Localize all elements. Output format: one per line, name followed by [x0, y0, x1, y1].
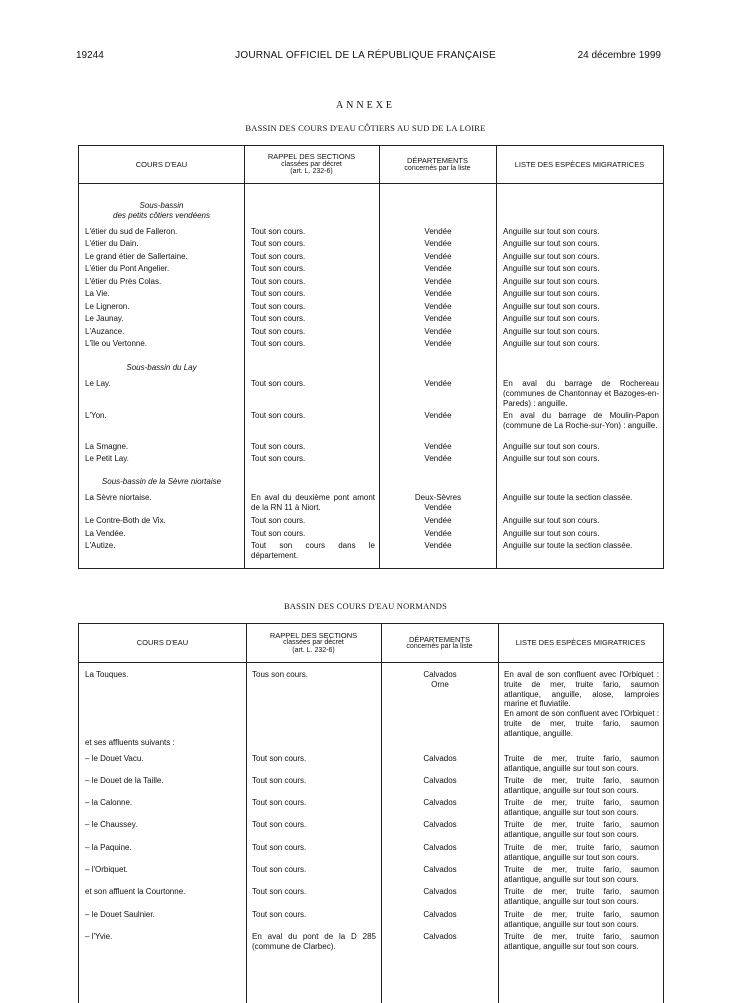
migratory-species: Truite de mer, truite fario, saumon atlantique, anguille sur tout son cours. [504, 776, 659, 795]
classified-section: Tout son cours. [251, 302, 306, 311]
migratory-species: Anguille sur tout son cours. [503, 442, 600, 451]
migratory-species: Anguille sur tout son cours. [503, 264, 600, 273]
migratory-species: Anguille sur toute la section classée. [503, 493, 633, 502]
watercourse-name: L'Yon. [85, 411, 107, 420]
header-rappel [246, 624, 381, 662]
watercourse-name: L'étier du Pont Angelier. [85, 264, 170, 273]
department: Vendée [424, 314, 452, 323]
header-especes-label: LISTE DES ESPÈCES MIGRATRICES [514, 159, 645, 169]
watercourse-name: et ses affluents suivants : [85, 738, 175, 747]
classified-section: Tout son cours. [251, 339, 306, 348]
migratory-species: Truite de mer, truite fario, saumon atlantique, anguille sur tout son cours. [504, 932, 659, 951]
watercourse-name: L'Auzance. [85, 327, 125, 336]
classified-section: Tout son cours. [251, 379, 306, 388]
header-rappel-l1: RAPPEL DES SECTIONS [267, 152, 356, 162]
issue-date: 24 décembre 1999 [577, 50, 661, 61]
watercourse-name: L'étier du Dain. [85, 239, 139, 248]
classified-section: Tout son cours. [251, 516, 306, 525]
classified-section: Tout son cours. [252, 910, 307, 919]
department: Deux-Sèvres Vendée [414, 493, 462, 512]
migratory-species: Truite de mer, truite fario, saumon atlantique, anguille sur tout son cours. [504, 910, 659, 929]
table-normandy [78, 623, 664, 1003]
classified-section: Tout son cours. [251, 227, 306, 236]
department: Calvados [423, 754, 457, 763]
journal-title: JOURNAL OFFICIEL DE LA RÉPUBLIQUE FRANÇAISE [235, 50, 496, 61]
department: Calvados [423, 843, 457, 852]
department: Calvados [423, 932, 457, 941]
header-cours [79, 624, 246, 662]
watercourse-name: La Vie. [85, 289, 110, 298]
migratory-species: Anguille sur tout son cours. [503, 239, 600, 248]
header-dep-l2: concernés par la liste [406, 643, 473, 650]
header-especes-label: LISTE DES ESPÈCES MIGRATRICES [515, 638, 646, 648]
header-rappel-l2: classées par décret [283, 639, 344, 647]
department: Vendée [424, 289, 452, 298]
table-loire-south [78, 145, 664, 569]
table1-title: BASSIN DES COURS D'EAU CÔTIERS AU SUD DE LA LOIRE [245, 123, 486, 133]
header-especes [496, 146, 663, 183]
migratory-species: Truite de mer, truite fario, saumon atlantique, anguille sur tout son cours. [504, 887, 659, 906]
watercourse-name: La Touques. [85, 670, 129, 679]
subbasin-heading: Sous-bassin de la Sèvre niortaise [101, 477, 222, 486]
column-divider [246, 624, 247, 1003]
classified-section: En aval du deuxième pont amont de la RN 11 à Niort. [251, 493, 375, 512]
department: Vendée [424, 339, 452, 348]
header-cours-label: COURS D'EAU [135, 159, 188, 169]
classified-section: Tout son cours. [251, 442, 306, 451]
department: Vendée [424, 227, 452, 236]
classified-section: En aval du pont de la D 285 (commune de Clarbec). [252, 932, 376, 951]
migratory-species: Anguille sur tout son cours. [503, 277, 600, 286]
migratory-species: Anguille sur tout son cours. [503, 516, 600, 525]
migratory-species: Truite de mer, truite fario, saumon atlantique, anguille sur tout son cours. [504, 798, 659, 817]
migratory-species: Anguille sur tout son cours. [503, 454, 600, 463]
migratory-species: Anguille sur tout son cours. [503, 302, 600, 311]
watercourse-name: Le Petit Lay. [85, 454, 129, 463]
migratory-species: Truite de mer, truite fario, saumon atlantique, anguille sur tout son cours. [504, 754, 659, 773]
classified-section: Tout son cours. [251, 239, 306, 248]
watercourse-name: L'étier du sud de Falleron. [85, 227, 178, 236]
watercourse-name: – la Calonne. [85, 798, 133, 807]
department: Vendée [424, 379, 452, 388]
department: Vendée [424, 327, 452, 336]
annexe-heading: ANNEXE [335, 100, 396, 111]
migratory-species: En aval du barrage de Moulin-Papon (commune de La Roche-sur-Yon) : anguille. [503, 411, 659, 430]
watercourse-name: L'île ou Vertonne. [85, 339, 148, 348]
subbasin-line2: des petits côtiers vendéens [113, 210, 210, 220]
column-divider [496, 146, 497, 568]
migratory-species: Anguille sur tout son cours. [503, 227, 600, 236]
column-divider [244, 146, 245, 568]
department: Calvados [423, 910, 457, 919]
header-rappel-l3: (art. L. 232-6) [292, 646, 335, 654]
department: Vendée [424, 264, 452, 273]
classified-section: Tout son cours. [251, 314, 306, 323]
classified-section: Tout son cours. [251, 411, 306, 420]
page-number: 19244 [76, 50, 104, 61]
header-dep-l1: DÉPARTEMENTS [409, 634, 470, 644]
watercourse-name: L'étier du Près Colas. [85, 277, 162, 286]
column-divider [498, 624, 499, 1003]
watercourse-name: La Smagne. [85, 442, 129, 451]
migratory-species: Anguille sur tout son cours. [503, 314, 600, 323]
classified-section: Tout son cours. [251, 327, 306, 336]
header-rappel [244, 146, 379, 183]
department: Vendée [424, 541, 452, 550]
classified-section: Tout son cours dans le département. [251, 541, 375, 560]
classified-section: Tout son cours. [251, 277, 306, 286]
watercourse-name: Le Contre-Both de Vix. [85, 516, 166, 525]
migratory-species: Truite de mer, truite fario, saumon atlantique, anguille sur tout son cours. [504, 820, 659, 839]
department: Vendée [424, 454, 452, 463]
column-divider [379, 146, 380, 568]
classified-section: Tout son cours. [252, 754, 307, 763]
classified-section: Tout son cours. [251, 264, 306, 273]
header-departements [379, 146, 496, 183]
subbasin-heading: Sous-bassin du Lay [126, 363, 197, 372]
classified-section: Tout son cours. [252, 887, 307, 896]
watercourse-name: Le Ligneron. [85, 302, 130, 311]
header-rappel-l3: (art. L. 232-6) [290, 168, 333, 176]
classified-section: Tout son cours. [252, 798, 307, 807]
migratory-species: Truite de mer, truite fario, saumon atlantique, anguille sur tout son cours. [504, 865, 659, 884]
classified-section: Tout son cours. [251, 454, 306, 463]
watercourse-name: – l'Orbiquet. [85, 865, 128, 874]
watercourse-name: – le Douet Saulnier. [85, 910, 155, 919]
classified-section: Tout son cours. [251, 252, 306, 261]
department: Vendée [424, 302, 452, 311]
department: Calvados [423, 887, 457, 896]
header-rappel-l1: RAPPEL DES SECTIONS [269, 630, 358, 640]
watercourse-name: – le Douet de la Taille. [85, 776, 164, 785]
department: Vendée [424, 442, 452, 451]
department: Vendée [424, 239, 452, 248]
subbasin-line1: Sous-bassin [139, 201, 184, 210]
migratory-species: Anguille sur tout son cours. [503, 529, 600, 538]
department: Calvados [423, 798, 457, 807]
migratory-species: En aval du barrage de Rochereau (communes de Chantonnay et Bazoges-en-Pareds) : anguille. [503, 379, 659, 408]
migratory-species: Anguille sur tout son cours. [503, 289, 600, 298]
watercourse-name: L'Autize. [85, 541, 116, 550]
department: Vendée [424, 277, 452, 286]
watercourse-name: – l'Yvie. [85, 932, 113, 941]
department: Calvados [423, 776, 457, 785]
watercourse-name: La Vendée. [85, 529, 126, 538]
watercourse-name: Le Jaunay. [85, 314, 124, 323]
migratory-species: Truite de mer, truite fario, saumon atlantique, anguille sur tout son cours. [504, 843, 659, 862]
migratory-species: Anguille sur tout son cours. [503, 252, 600, 261]
watercourse-name: et son affluent la Courtonne. [85, 887, 186, 896]
department: Vendée [424, 252, 452, 261]
migratory-species: Anguille sur toute la section classée. [503, 541, 633, 550]
department: Vendée [424, 529, 452, 538]
watercourse-name: – le Chaussey. [85, 820, 138, 829]
header-especes [498, 624, 663, 662]
classified-section: Tout son cours. [252, 843, 307, 852]
watercourse-name: Le Lay. [85, 379, 111, 388]
classified-section: Tout son cours. [252, 820, 307, 829]
table2-title: BASSIN DES COURS D'EAU NORMANDS [283, 601, 448, 611]
classified-section: Tout son cours. [252, 776, 307, 785]
watercourse-name: – le Douet Vacu. [85, 754, 144, 763]
header-rappel-l2: classées par décret [281, 160, 342, 168]
watercourse-name: La Sèvre niortaise. [85, 493, 152, 502]
header-dep-l2: concernés par la liste [404, 164, 471, 172]
header-cours [79, 146, 244, 183]
watercourse-name: Le grand étier de Sallertaine. [85, 252, 188, 261]
header-departements [381, 624, 498, 662]
department: Calvados [423, 865, 457, 874]
classified-section: Tout son cours. [251, 289, 306, 298]
department: Vendée [424, 516, 452, 525]
classified-section: Tout son cours. [251, 529, 306, 538]
department: Calvados [423, 820, 457, 829]
column-divider [381, 624, 382, 1003]
header-dep-l1: DÉPARTEMENTS [407, 156, 468, 165]
department: Vendée [424, 411, 452, 420]
department: Calvados Orne [423, 670, 457, 689]
header-cours-label: COURS D'EAU [136, 638, 189, 648]
classified-section: Tout son cours. [252, 865, 307, 874]
subbasin-heading [79, 201, 244, 221]
migratory-species: Anguille sur tout son cours. [503, 327, 600, 336]
watercourse-name: – la Paquine. [85, 843, 132, 852]
classified-section: Tous son cours. [252, 670, 309, 679]
migratory-species: Anguille sur tout son cours. [503, 339, 600, 348]
migratory-species: En aval de son confluent avec l'Orbiquet : truite de mer, truite fario, saumon atlantique, anguille, alose, lamproies marine et fluviatile. En amont de son confluent avec l'Orbiquet : truite de mer, truite fario, saumon atlantique, anguille. [504, 670, 659, 738]
